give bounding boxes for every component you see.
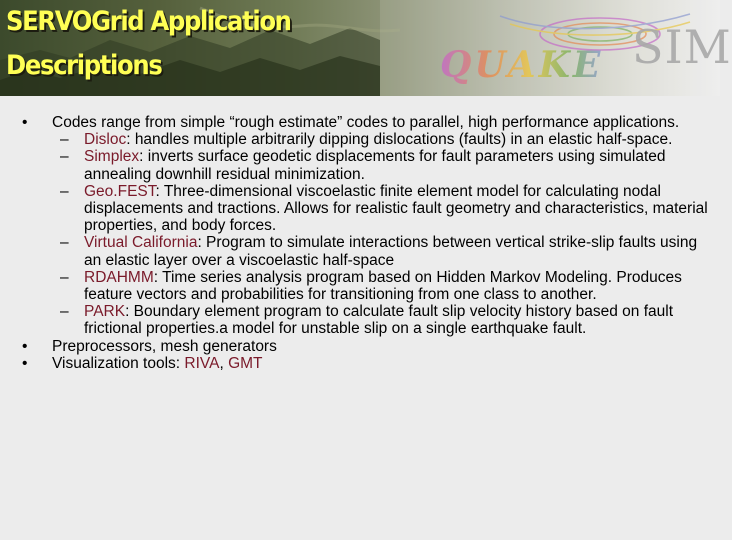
code-description: : Time series analysis program based on Hidden Markov Modeling. Produces feature vectors and probabilities for transitioning from one class to another. xyxy=(84,268,682,304)
dash-marker: – xyxy=(60,268,69,286)
slide-title-line2: Descriptions xyxy=(6,50,162,81)
code-description: : inverts surface geodetic displacements for fault parameters using simulated annealing downhill residual minimization. xyxy=(84,148,666,183)
slide-title-line1: SERVOGrid Application xyxy=(6,6,291,37)
bullet-marker: • xyxy=(22,337,28,355)
dash-marker: – xyxy=(60,234,69,252)
bullet-marker: • xyxy=(22,354,28,372)
code-name: RDAHMM xyxy=(84,268,154,286)
code-description: : handles multiple arbitrarily dipping dislocations (faults) in an elastic half-space. xyxy=(126,131,673,149)
sub-item-park xyxy=(22,303,712,337)
bullet-text: Preprocessors, mesh generators xyxy=(52,337,277,355)
bullet-marker: • xyxy=(22,114,28,131)
dash-marker: – xyxy=(60,131,69,149)
sub-item-disloc xyxy=(22,131,712,148)
quakesim-logo-word: QUAKE xyxy=(440,44,604,86)
tool-separator: , xyxy=(219,354,229,372)
bullet-visualization xyxy=(22,355,712,372)
slide-content xyxy=(22,114,712,372)
sub-item-rdahmm xyxy=(22,269,712,303)
code-name: Geo.FEST xyxy=(84,182,156,200)
sub-item-geofest xyxy=(22,183,712,235)
code-name: Simplex xyxy=(84,148,140,166)
header-banner xyxy=(0,0,732,96)
dash-marker: – xyxy=(60,303,69,321)
dash-marker: – xyxy=(60,148,69,166)
slide-title xyxy=(0,0,380,92)
code-name: Virtual California xyxy=(84,234,198,252)
sub-item-virtual-california xyxy=(22,234,712,268)
tool-riva: RIVA xyxy=(184,354,220,372)
code-description: : Boundary element program to calculate fault slip velocity history based on fault frictional properties.a model for unstable slip on a single earthquake fault. xyxy=(84,303,674,338)
bullet-text: Visualization tools: xyxy=(52,354,185,372)
bullet-preprocessors xyxy=(22,338,712,355)
tool-gmt: GMT xyxy=(228,354,263,372)
bullet-text: Codes range from simple “rough estimate” codes to parallel, high performance applications. xyxy=(52,114,680,131)
bullet-codes-range xyxy=(22,114,712,131)
sub-item-simplex xyxy=(22,148,712,182)
code-description: : Program to simulate interactions between vertical strike-slip faults using an elastic layer over a viscoelastic half-space xyxy=(84,234,698,269)
code-name: Disloc xyxy=(84,131,127,149)
code-name: PARK xyxy=(84,303,126,321)
quakesim-logo-suffix: SIM xyxy=(632,20,732,74)
dash-marker: – xyxy=(60,182,69,200)
code-description: : Three-dimensional viscoelastic finite element model for calculating nodal displacements and tractions. Allows for realistic fault geometry and characteristics, material properties, and body forces. xyxy=(84,182,708,235)
